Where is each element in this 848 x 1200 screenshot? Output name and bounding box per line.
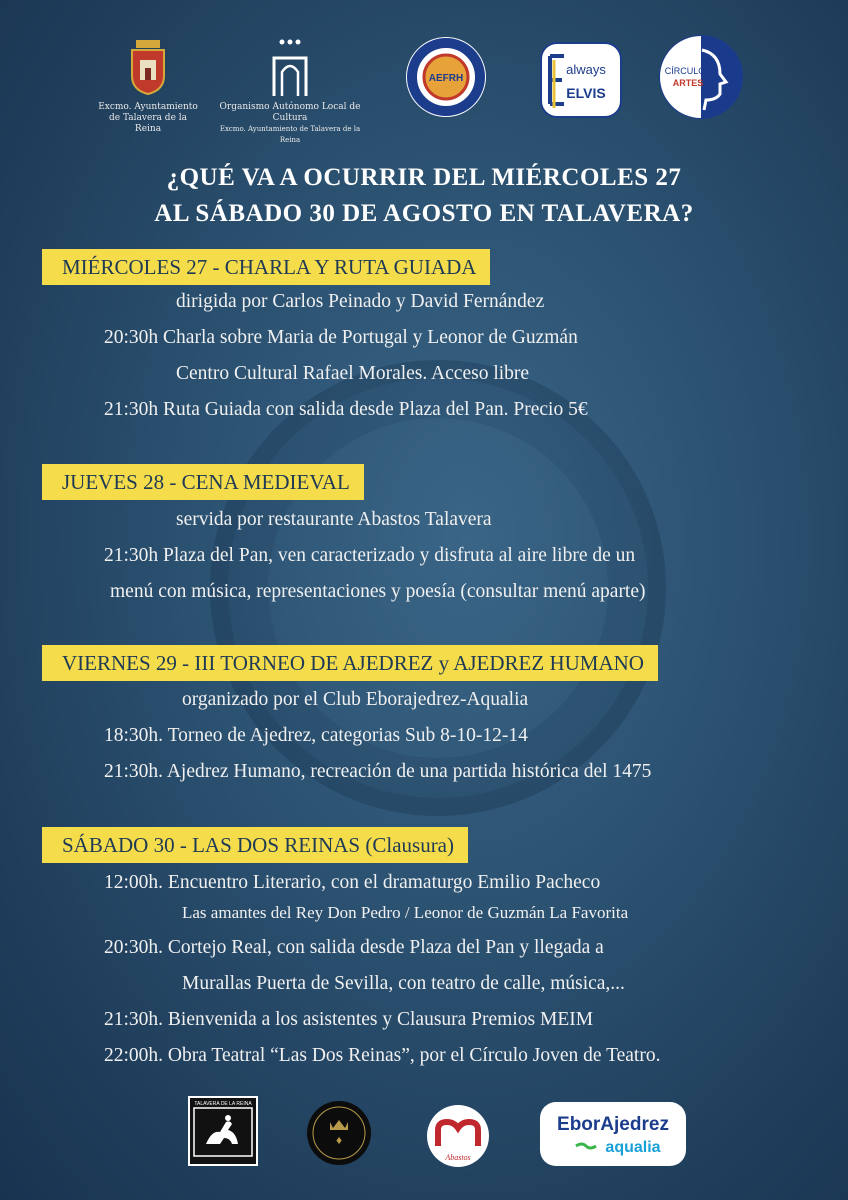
abastos-text: Abastos [445,1153,471,1162]
day1-line-2: 20:30h Charla sobre Maria de Portugal y Leonor de Guzmán [104,327,578,348]
title-line-2: AL SÁBADO 30 DE AGOSTO EN TALAVERA? [154,200,694,227]
day2-line-3: menú con música, representaciones y poesía (consultar menú aparte) [110,581,646,602]
elvis-text: ELVIS [566,85,606,101]
eborajedrez-logo [540,1102,686,1166]
day3-line-2: 18:30h. Torneo de Ajedrez, categorias Sub 8-10-12-14 [104,725,528,746]
day2-line-2: 21:30h Plaza del Pan, ven caracterizado y disfruta al aire libre de un [104,545,636,566]
day-banner-miercoles: MIÉRCOLES 27 - CHARLA Y RUTA GUIADA [42,249,490,285]
svg-text:♦: ♦ [335,1133,343,1147]
day4-line-6: 22:00h. Obra Teatral “Las Dos Reinas”, por el Círculo Joven de Teatro. [104,1045,661,1066]
day2-line-1: servida por restaurante Abastos Talavera [176,509,492,530]
always-elvis-icon [540,42,622,118]
aqualia-text: aqualia [605,1139,661,1156]
day4-line-1: 12:00h. Encuentro Literario, con el dramaturgo Emilio Pacheco [104,872,601,893]
always-elvis-logo [540,42,622,118]
always-text: always [566,62,606,77]
aefrh-inner-text: AEFRH [428,73,464,84]
eborajedrez-text: EborAjedrez [557,1114,669,1135]
day4-line-2: Las amantes del Rey Don Pedro / Leonor de Guzmán La Favorita [182,903,629,922]
arch-icon [210,36,370,98]
day4-line-3: 20:30h. Cortejo Real, con salida desde Plaza del Pan y llegada a [104,937,604,958]
talavera-badge-text: TALAVERA DE LA REINA [194,1101,252,1107]
title-line-1: ¿QUÉ VA A OCURRIR DEL MIÉRCOLES 27 [166,164,682,191]
ayuntamiento-logo [88,38,208,135]
circulo-text: CÍRCULO [664,66,706,76]
day1-line-1: dirigida por Carlos Peinado y David Fernández [176,291,545,312]
coat-of-arms-icon [88,38,208,98]
talavera-badge-logo [188,1096,258,1166]
organismo-caption: Organismo Autónomo Local de Cultura [219,102,361,123]
ayuntamiento-caption: Excmo. Ayuntamiento de Talavera de la Reina [98,102,198,134]
organismo-logo [210,36,370,146]
day1-line-4: 21:30h Ruta Guiada con salida desde Plaza del Pan. Precio 5€ [104,399,588,420]
top-logos [0,0,848,144]
aefrh-seal-icon [405,36,487,118]
eborajedrez-icon [540,1102,686,1166]
bottom-logos [0,1090,848,1180]
day3-line-3: 21:30h. Ajedrez Humano, recreación de una partida histórica del 1475 [104,761,652,782]
abastos-icon [426,1104,490,1168]
day4-line-4: Murallas Puerta de Sevilla, con teatro de calle, música,... [182,973,625,994]
day-banner-viernes: VIERNES 29 - III TORNEO DE AJEDREZ y AJEDREZ HUMANO [42,645,658,681]
crown-seal-icon [306,1100,372,1166]
day-banner-sabado: SÁBADO 30 - LAS DOS REINAS (Clausura) [42,827,468,863]
artes-text: ARTES [672,78,704,88]
day4-line-5: 21:30h. Bienvenida a los asistentes y Clausura Premios MEIM [104,1009,594,1030]
day-banner-jueves: JUEVES 28 - CENA MEDIEVAL [42,464,364,500]
page-title [0,160,848,232]
crown-seal-logo [306,1100,372,1166]
circulo-artes-icon [658,34,744,120]
horse-rider-badge-icon [188,1096,258,1166]
abastos-logo [426,1104,490,1168]
circulo-artes-logo [658,34,744,120]
day1-line-3: Centro Cultural Rafael Morales. Acceso libre [176,363,530,384]
day3-line-1: organizado por el Club Eborajedrez-Aqualia [182,689,529,710]
aefrh-logo [405,36,487,118]
organismo-subcaption: Excmo. Ayuntamiento de Talavera de la Reina [219,125,361,144]
